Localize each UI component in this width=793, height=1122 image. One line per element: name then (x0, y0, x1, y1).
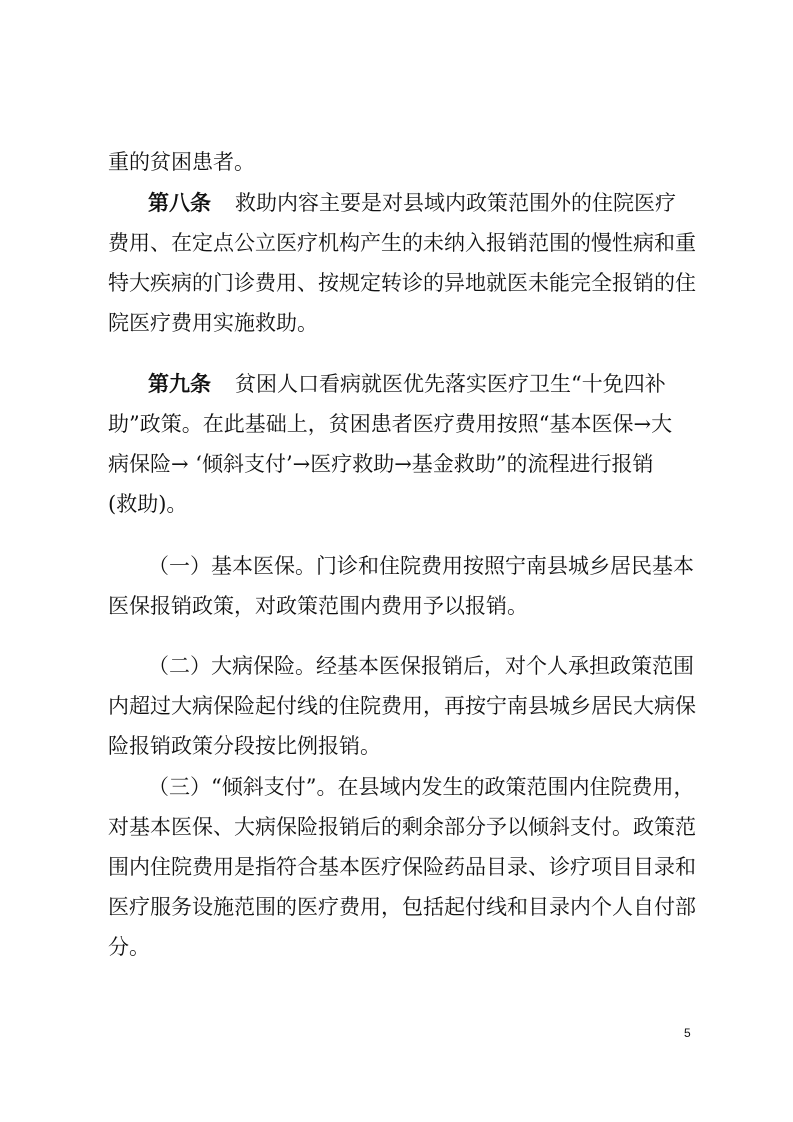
text-line-4: 特大疾病的门诊费用、按规定转诊的异地就医未能完全报销的住 (108, 271, 696, 295)
text-line-11: 医保报销政策，对政策范围内费用予以报销。 (108, 594, 528, 618)
text-line-13: 内超过大病保险起付线的住院费用，再按宁南县城乡居民大病保 (108, 694, 696, 718)
text-line-19: 分。 (108, 935, 150, 959)
text-line-14: 险报销政策分段按比例报销。 (108, 734, 381, 758)
article-8-label: 第八条 (148, 190, 211, 215)
text-line-7: 助”政策。在此基础上，贫困患者医疗费用按照“基本医保→大 (108, 412, 673, 436)
item-1-line: （一）基本医保。门诊和住院费用按照宁南县城乡居民基本 (148, 554, 694, 578)
article-9-label: 第九条 (148, 371, 211, 396)
article-8-heading-line: 第八条 救助内容主要是对县域内政策范围外的住院医疗 (148, 190, 676, 215)
text-line-18: 医疗服务设施范围的医疗费用，包括起付线和目录内个人自付部 (108, 895, 696, 919)
article-9-heading-line: 第九条 贫困人口看病就医优先落实医疗卫生“十免四补 (148, 371, 666, 396)
page-number: 5 (684, 1026, 691, 1040)
text-line-5: 院医疗费用实施救助。 (108, 311, 318, 335)
text-line-1: 重的贫困患者。 (108, 150, 255, 174)
item-3-line: （三）“倾斜支付”。在县域内发生的政策范围内住院费用， (148, 775, 695, 799)
text-line-3: 费用、在定点公立医疗机构产生的未纳入报销范围的慢性病和重 (108, 231, 696, 255)
text-line-16: 对基本医保、大病保险报销后的剩余部分予以倾斜支付。政策范 (108, 815, 696, 839)
text-line-9: (救助)。 (108, 492, 188, 516)
text-line-8: 病保险→ ‘倾斜支付’→医疗救助→基金救助”的流程进行报销 (108, 452, 654, 476)
text-line-17: 围内住院费用是指符合基本医疗保险药品目录、诊疗项目目录和 (108, 855, 696, 879)
item-2-line: （二）大病保险。经基本医保报销后，对个人承担政策范围 (148, 654, 694, 678)
